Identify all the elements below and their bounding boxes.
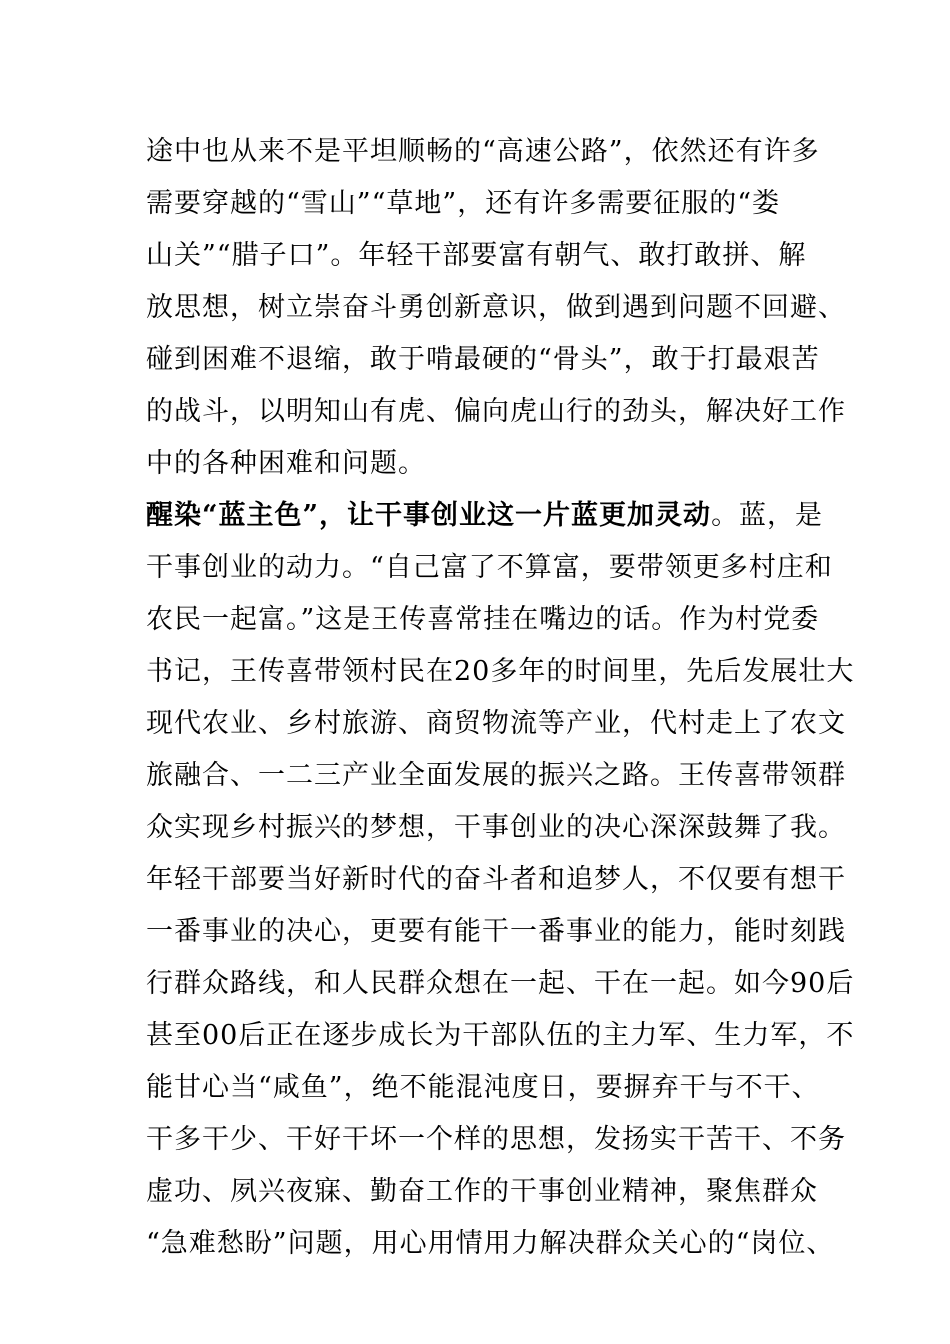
paragraph-line: 农民一起富。”这是王传喜常挂在嘴边的话。作为村党委 bbox=[146, 604, 820, 635]
paragraph-line: 途中也从来不是平坦顺畅的“高速公路”，依然还有许多 bbox=[146, 136, 820, 167]
section-heading: 醒染“蓝主色”，让干事创业这一片蓝更加灵动 bbox=[146, 500, 712, 531]
paragraph-line: 能甘心当“咸鱼”，绝不能混沌度日，要摒弃干与不干、 bbox=[146, 1072, 820, 1103]
paragraph-line: “急难愁盼”问题，用心用情用力解决群众关心的“岗位、 bbox=[146, 1228, 835, 1259]
paragraph-line: 旅融合、一二三产业全面发展的振兴之路。王传喜带领群 bbox=[146, 760, 846, 791]
paragraph-line: 行群众路线，和人民群众想在一起、干在一起。如今90后 bbox=[146, 968, 855, 999]
paragraph-line: 中的各种困难和问题。 bbox=[146, 448, 426, 479]
paragraph-line: 甚至00后正在逐步成长为干部队伍的主力军、生力军，不 bbox=[146, 1020, 855, 1051]
section-heading-line bbox=[146, 498, 826, 534]
paragraph-line: 放思想，树立崇奋斗勇创新意识，做到遇到问题不回避、 bbox=[146, 292, 846, 323]
paragraph-line: 的战斗，以明知山有虎、偏向虎山行的劲头，解决好工作 bbox=[146, 396, 846, 427]
paragraph-line: 一番事业的决心，更要有能干一番事业的能力，能时刻践 bbox=[146, 916, 846, 947]
paragraph-line: 碰到困难不退缩，敢于啃最硬的“骨头”，敢于打最艰苦 bbox=[146, 344, 820, 375]
paragraph-line: 年轻干部要当好新时代的奋斗者和追梦人，不仅要有想干 bbox=[146, 864, 846, 895]
heading-line-rest: 。蓝，是 bbox=[711, 500, 824, 531]
paragraph-line: 书记，王传喜带领村民在20多年的时间里，先后发展壮大 bbox=[146, 656, 855, 687]
paragraph-line: 干多干少、干好干坏一个样的思想，发扬实干苦干、不务 bbox=[146, 1124, 846, 1155]
paragraph-line: 干事创业的动力。“自己富了不算富，要带领更多村庄和 bbox=[146, 552, 833, 583]
paragraph-line: 虚功、夙兴夜寐、勤奋工作的干事创业精神，聚焦群众 bbox=[146, 1176, 818, 1207]
paragraph-line: 需要穿越的“雪山”“草地”，还有许多需要征服的“娄 bbox=[146, 188, 781, 219]
paragraph-line: 众实现乡村振兴的梦想，干事创业的决心深深鼓舞了我。 bbox=[146, 812, 846, 843]
paragraph-line: 山关”“腊子口”。年轻干部要富有朝气、敢打敢拼、解 bbox=[146, 240, 807, 271]
paragraph-line: 现代农业、乡村旅游、商贸物流等产业，代村走上了农文 bbox=[146, 708, 846, 739]
